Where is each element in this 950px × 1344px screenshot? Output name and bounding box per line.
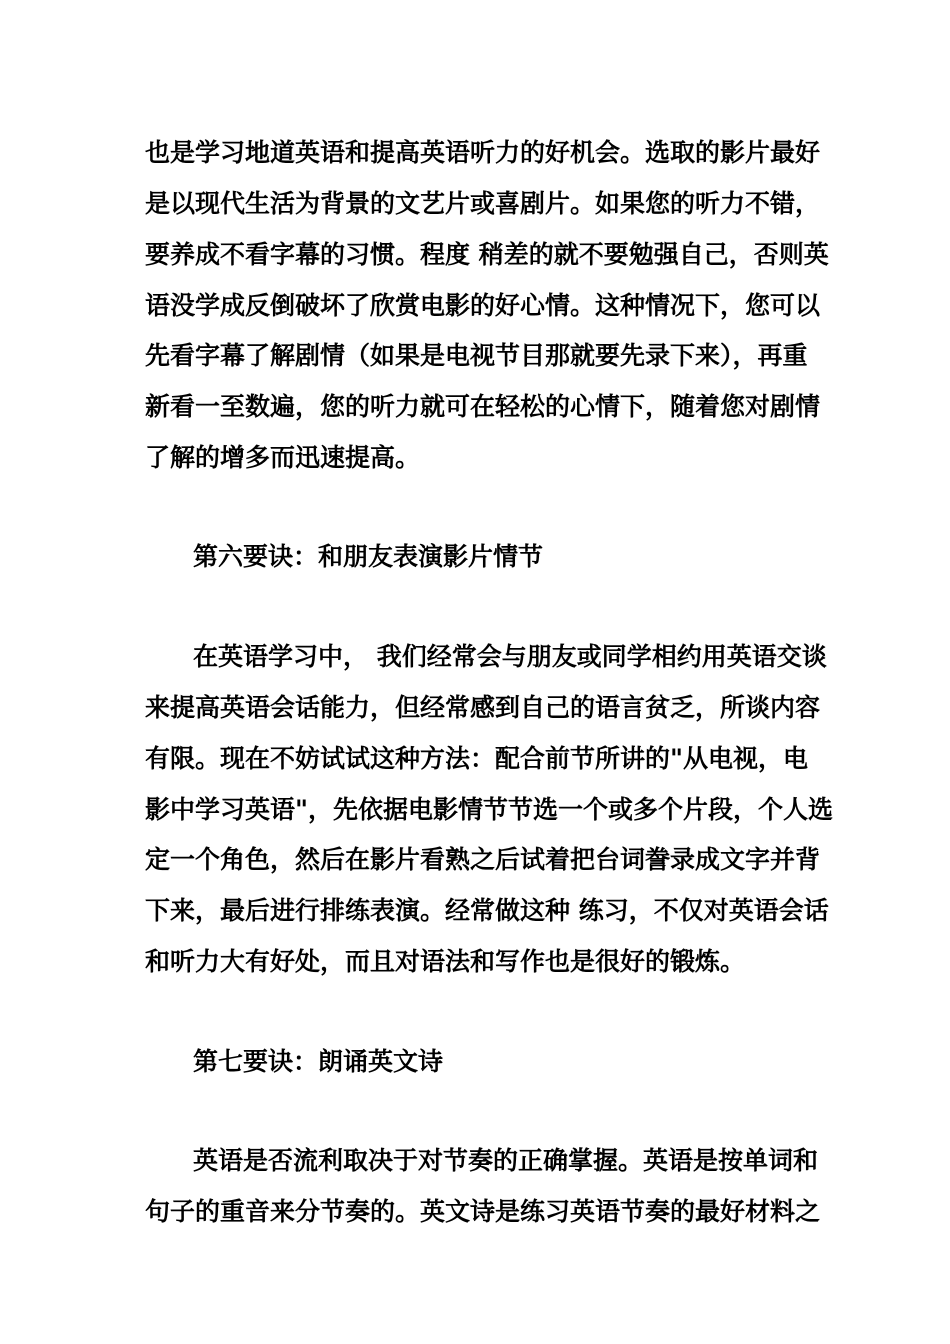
- section-heading: 第六要诀：和朋友表演影片情节: [193, 542, 544, 571]
- paragraph-line: 要养成不看字幕的习惯。程度 稍差的就不要勉强自己，否则英: [145, 240, 829, 269]
- paragraph-line: 也是学习地道英语和提高英语听力的好机会。选取的影片最好: [145, 138, 821, 167]
- paragraph-line: 新看一至数遍，您的听力就可在轻松的心情下，随着您对剧情: [145, 392, 821, 421]
- paragraph-line: 和听力大有好处，而且对语法和写作也是很好的锻炼。: [145, 947, 746, 976]
- paragraph-line: 有限。现在不妨试试这种方法：配合前节所讲的"从电视，电: [145, 744, 809, 773]
- paragraph-line: 定一个角色，然后在影片看熟之后试着把台词誊录成文字并背: [145, 845, 821, 874]
- paragraph-line: 在英语学习中， 我们经常会与朋友或同学相约用英语交谈: [193, 642, 827, 671]
- paragraph-line: 来提高英语会话能力，但经常感到自己的语言贫乏，所谈内容: [145, 693, 821, 722]
- paragraph-line: 英语是否流利取决于对节奏的正确掌握。英语是按单词和: [193, 1146, 819, 1175]
- section-heading: 第七要诀：朗诵英文诗: [193, 1047, 444, 1076]
- paragraph-line: 影中学习英语"，先依据电影情节节选一个或多个片段，个人选: [145, 795, 834, 824]
- paragraph-line: 先看字幕了解剧情（如果是电视节目那就要先录下来），再重: [145, 341, 808, 370]
- paragraph-line: 句子的重音来分节奏的。英文诗是练习英语节奏的最好材料之: [145, 1197, 821, 1226]
- paragraph-line: 语没学成反倒破坏了欣赏电影的好心情。这种情况下，您可以: [145, 291, 821, 320]
- paragraph-line: 是以现代生活为背景的文艺片或喜剧片。如果您的听力不错，: [145, 189, 821, 218]
- paragraph-line: 下来，最后进行排练表演。经常做这种 练习，不仅对英语会话: [145, 896, 829, 925]
- paragraph-line: 了解的增多而迅速提高。: [145, 443, 421, 472]
